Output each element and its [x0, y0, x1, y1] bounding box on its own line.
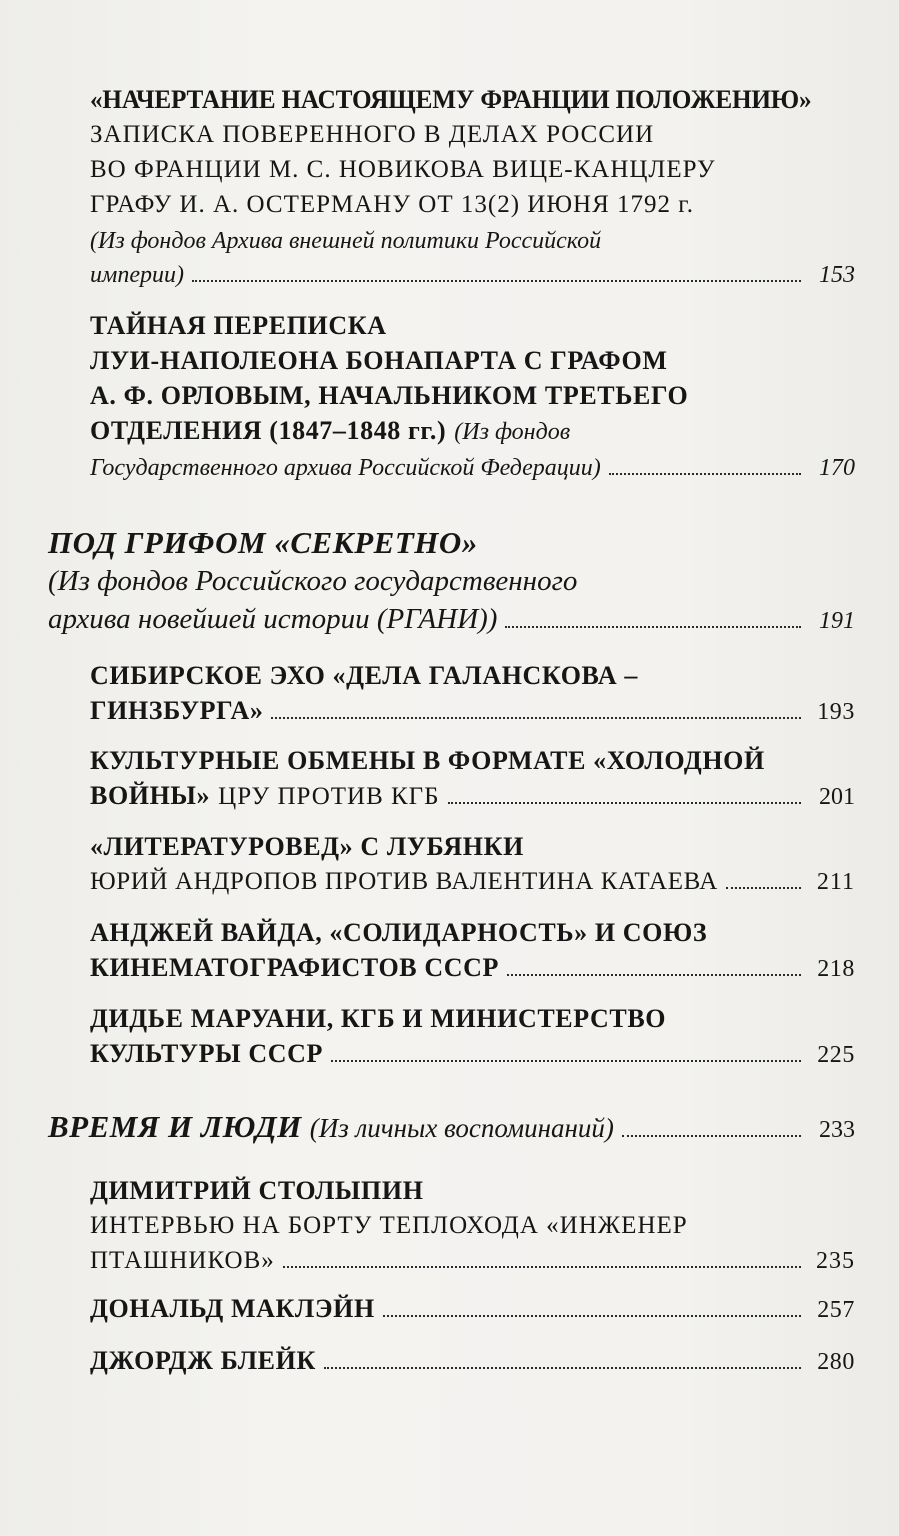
toc-entry-galanskov: [90, 658, 855, 730]
entry-title-line: [90, 693, 855, 730]
toc-entry-novikov-note: [90, 82, 855, 292]
entry-subtitle-line: [90, 864, 855, 900]
entry-title: СИБИРСКОЕ ЭХО «ДЕЛА ГАЛАНСКОВА –: [90, 661, 638, 690]
dot-leader: [622, 1135, 801, 1137]
dot-leader: [271, 717, 801, 719]
section-source-line: [48, 600, 855, 640]
entry-title: ОТДЕЛЕНИЯ (1847–1848 гг.): [90, 416, 447, 445]
entry-title-line: [90, 829, 855, 864]
dot-leader: [609, 473, 801, 475]
entry-title-line: [90, 1343, 855, 1380]
entry-subtitle: ЮРИЙ АНДРОПОВ ПРОТИВ ВАЛЕНТИНА КАТАЕВА: [90, 868, 718, 895]
entry-title-line: [90, 413, 855, 449]
page-number: 233: [819, 1117, 855, 1143]
entry-title: ДОНАЛЬД МАКЛЭЙН: [90, 1294, 375, 1323]
page-number: 191: [819, 608, 855, 634]
section-title-line: [48, 524, 855, 562]
entry-title-line: [90, 1173, 855, 1208]
dot-leader: [324, 1367, 801, 1369]
entry-title: КУЛЬТУРЫ СССР: [90, 1039, 323, 1068]
entry-title: А. Ф. ОРЛОВЫМ, НАЧАЛЬНИКОМ ТРЕТЬЕГО: [90, 381, 689, 410]
toc-entry-napoleon-correspondence: [90, 308, 855, 485]
entry-title: КИНЕМАТОГРАФИСТОВ СССР: [90, 953, 499, 982]
entry-source: (Из фондов Архива внешней политики Российской: [90, 228, 602, 254]
toc-entry-literaturoved: [90, 829, 855, 900]
entry-title: ДЖОРДЖ БЛЕЙК: [90, 1346, 316, 1375]
dot-leader: [192, 280, 801, 282]
toc-entry-marouani: [90, 1001, 855, 1073]
entry-subtitle: ИНТЕРВЬЮ НА БОРТУ ТЕПЛОХОДА «ИНЖЕНЕР: [90, 1212, 688, 1239]
section-source: (Из личных воспоминаний): [309, 1113, 614, 1143]
entry-subtitle-line: [90, 117, 855, 152]
entry-title-line: [90, 1291, 855, 1328]
entry-subtitle-line: [90, 1208, 855, 1243]
entry-subtitle: ЗАПИСКА ПОВЕРЕННОГО В ДЕЛАХ РОССИИ: [90, 121, 655, 148]
dot-leader: [505, 626, 801, 628]
entry-subtitle-line: [90, 1243, 855, 1279]
page-number: 257: [817, 1297, 855, 1323]
section-source: (Из фондов Российского государственного: [48, 565, 578, 597]
entry-title: ГИНЗБУРГА»: [90, 696, 264, 725]
toc-entry-maclean: [90, 1291, 855, 1328]
page-number: 280: [817, 1349, 855, 1375]
entry-subtitle-line: [90, 152, 855, 187]
dot-leader: [383, 1315, 801, 1317]
entry-subtitle: ПТАШНИКОВ»: [90, 1247, 275, 1274]
entry-title: ЛУИ-НАПОЛЕОНА БОНАПАРТА С ГРАФОМ: [90, 346, 668, 375]
dot-leader: [331, 1060, 801, 1062]
entry-subtitle: ЦРУ ПРОТИВ КГБ: [218, 783, 440, 810]
entry-title-line: [90, 743, 855, 778]
entry-title-line: [90, 658, 855, 693]
entry-source: Государственного архива Российской Федерации): [90, 455, 601, 481]
entry-title-line: [90, 778, 855, 814]
toc-section-secret: [48, 524, 855, 640]
page-number: 170: [819, 455, 855, 481]
entry-title: ДИДЬЕ МАРУАНИ, КГБ И МИНИСТЕРСТВО: [90, 1004, 667, 1033]
toc-entry-stolypin: [90, 1173, 855, 1279]
toc-entry-blake: [90, 1343, 855, 1380]
entry-source-line: [90, 224, 855, 258]
entry-subtitle: ВО ФРАНЦИИ М. С. НОВИКОВА ВИЦЕ-КАНЦЛЕРУ: [90, 156, 716, 183]
entry-source-line: [90, 451, 855, 485]
toc-entry-wajda: [90, 915, 855, 987]
dot-leader: [726, 887, 801, 889]
section-title: ВРЕМЯ И ЛЮДИ: [48, 1109, 302, 1144]
entry-title: «ЛИТЕРАТУРОВЕД» С ЛУБЯНКИ: [90, 832, 524, 861]
entry-title-line: [90, 1036, 855, 1073]
entry-title-line: [90, 378, 855, 413]
section-source: архива новейшей истории (РГАНИ)): [48, 603, 498, 635]
entry-title-line: [90, 343, 855, 378]
page-number: 218: [817, 956, 855, 982]
section-source-line: [48, 562, 855, 600]
toc-section-time-and-people: [48, 1108, 855, 1147]
dot-leader: [507, 974, 801, 976]
page-number: 235: [816, 1248, 855, 1274]
entry-title: АНДЖЕЙ ВАЙДА, «СОЛИДАРНОСТЬ» И СОЮЗ: [90, 918, 708, 947]
entry-title: «НАЧЕРТАНИЕ НАСТОЯЩЕМУ ФРАНЦИИ ПОЛОЖЕНИЮ»: [90, 85, 812, 114]
entry-subtitle-line: [90, 187, 855, 222]
dot-leader: [283, 1266, 801, 1268]
section-title: ПОД ГРИФОМ «СЕКРЕТНО»: [48, 525, 478, 560]
entry-title-line: [90, 82, 855, 117]
entry-title: ДИМИТРИЙ СТОЛЫПИН: [90, 1176, 424, 1205]
entry-title: ВОЙНЫ»: [90, 781, 211, 810]
page-number: 201: [819, 784, 855, 810]
entry-title-line: [90, 308, 855, 343]
toc-entry-cultural-exchange: [90, 743, 855, 814]
entry-source: империи): [90, 262, 184, 288]
entry-title-line: [90, 1001, 855, 1036]
entry-title-line: [90, 950, 855, 987]
entry-source-line: [90, 258, 855, 292]
entry-subtitle: ГРАФУ И. А. ОСТЕРМАНУ ОТ 13(2) ИЮНЯ 1792 г.: [90, 191, 694, 218]
dot-leader: [448, 802, 802, 804]
section-title-line: [48, 1108, 855, 1147]
page-number: 193: [817, 699, 855, 725]
page-number: 225: [817, 1042, 855, 1068]
entry-title-line: [90, 915, 855, 950]
page-number: 211: [816, 869, 855, 895]
entry-title: ТАЙНАЯ ПЕРЕПИСКА: [90, 311, 387, 340]
entry-title: КУЛЬТУРНЫЕ ОБМЕНЫ В ФОРМАТЕ «ХОЛОДНОЙ: [90, 746, 765, 775]
page-number: 153: [819, 262, 855, 288]
entry-source: (Из фондов: [454, 419, 571, 445]
